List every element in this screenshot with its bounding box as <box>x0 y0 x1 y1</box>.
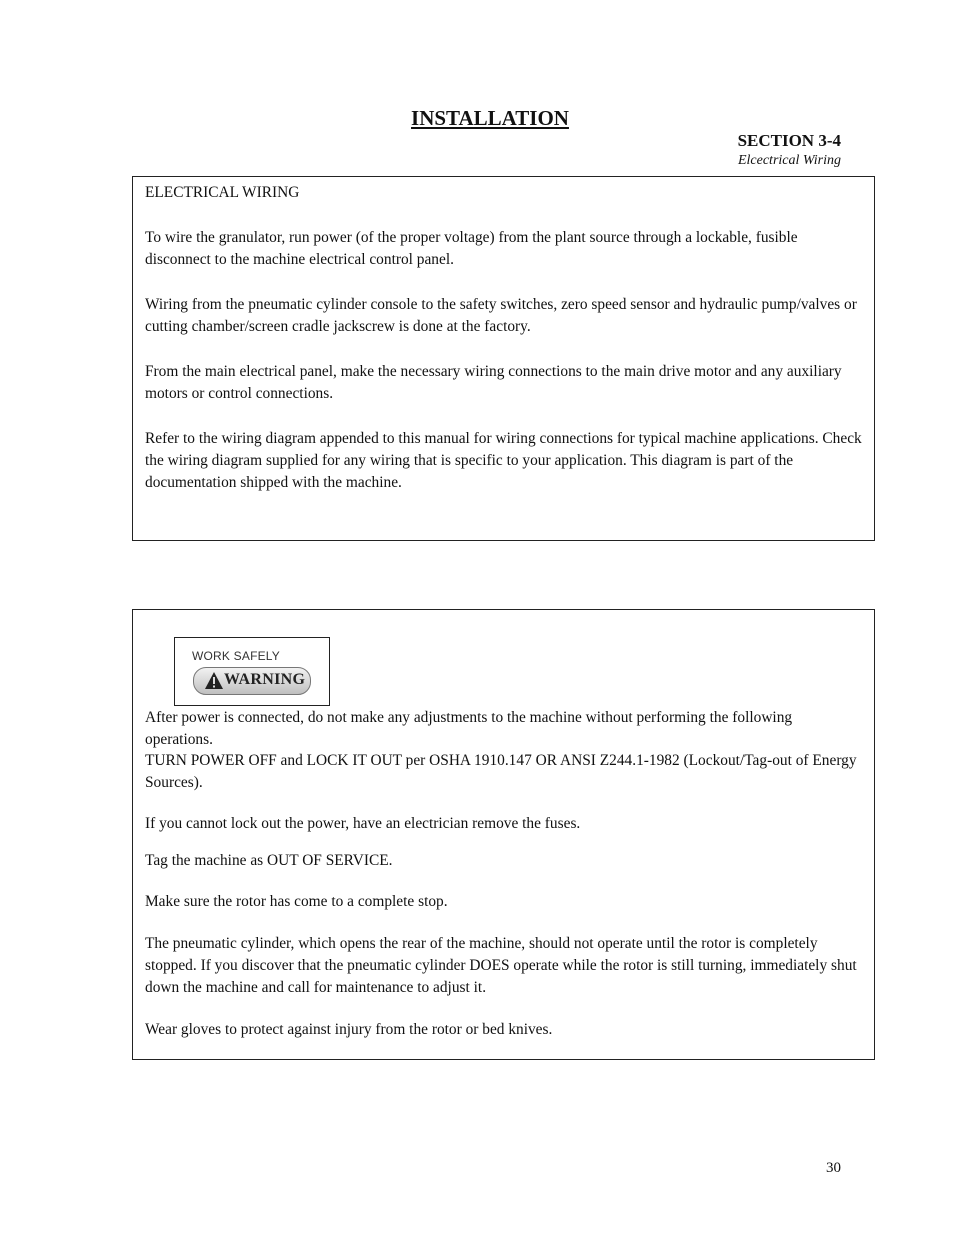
paragraph: Wear gloves to protect against injury from the rotor or bed knives. <box>145 1021 553 1038</box>
paragraph: TURN POWER OFF and LOCK IT OUT per OSHA 1910.147 OR ANSI Z244.1-1982 (Lockout/Tag-out of Energy Sources). <box>145 752 857 791</box>
section-subtitle: Elcectrical Wiring <box>737 153 841 168</box>
safety-warning-box <box>132 609 875 1060</box>
paragraph: The pneumatic cylinder, which opens the rear of the machine, should not operate until the rotor is completely stopped. If you discover that the pneumatic cylinder DOES operate while the rotor is still turning, immediately shut down the machine and call for maintenance to adjust it. <box>145 935 857 996</box>
paragraph: Wiring from the pneumatic cylinder console to the safety switches, zero speed sensor and hydraulic pump/valves or cutting chamber/screen cradle jackscrew is done at the factory. <box>145 296 857 335</box>
warning-pill <box>193 667 311 695</box>
work-safely-warning-badge <box>174 637 330 706</box>
warning-label: WARNING <box>224 671 306 688</box>
paragraph: From the main electrical panel, make the necessary wiring connections to the main drive motor and any auxiliary motors or control connections. <box>145 363 842 402</box>
paragraph: Tag the machine as OUT OF SERVICE. <box>145 852 393 869</box>
electrical-wiring-box <box>132 176 875 541</box>
paragraph: Refer to the wiring diagram appended to this manual for wiring connections for typical machine applications. Check the wiring diagram supplied for any wiring that is specific to your application. This diagram is part of the documentation shipped with the machine. <box>145 430 862 491</box>
section-number: SECTION 3-4 <box>737 131 841 150</box>
page-number: 30 <box>826 1160 841 1176</box>
box-heading: ELECTRICAL WIRING <box>145 184 300 201</box>
paragraph: If you cannot lock out the power, have an electrician remove the fuses. <box>145 815 581 832</box>
paragraph: After power is connected, do not make any adjustments to the machine without performing the following operations. <box>145 709 793 748</box>
warning-triangle-icon <box>204 671 224 690</box>
paragraph: To wire the granulator, run power (of the proper voltage) from the plant source through a lockable, fusible disconnect to the machine electrical control panel. <box>145 229 798 268</box>
paragraph: Make sure the rotor has come to a complete stop. <box>145 893 448 910</box>
page-title: INSTALLATION <box>411 106 569 130</box>
badge-caption: WORK SAFELY <box>192 649 280 663</box>
